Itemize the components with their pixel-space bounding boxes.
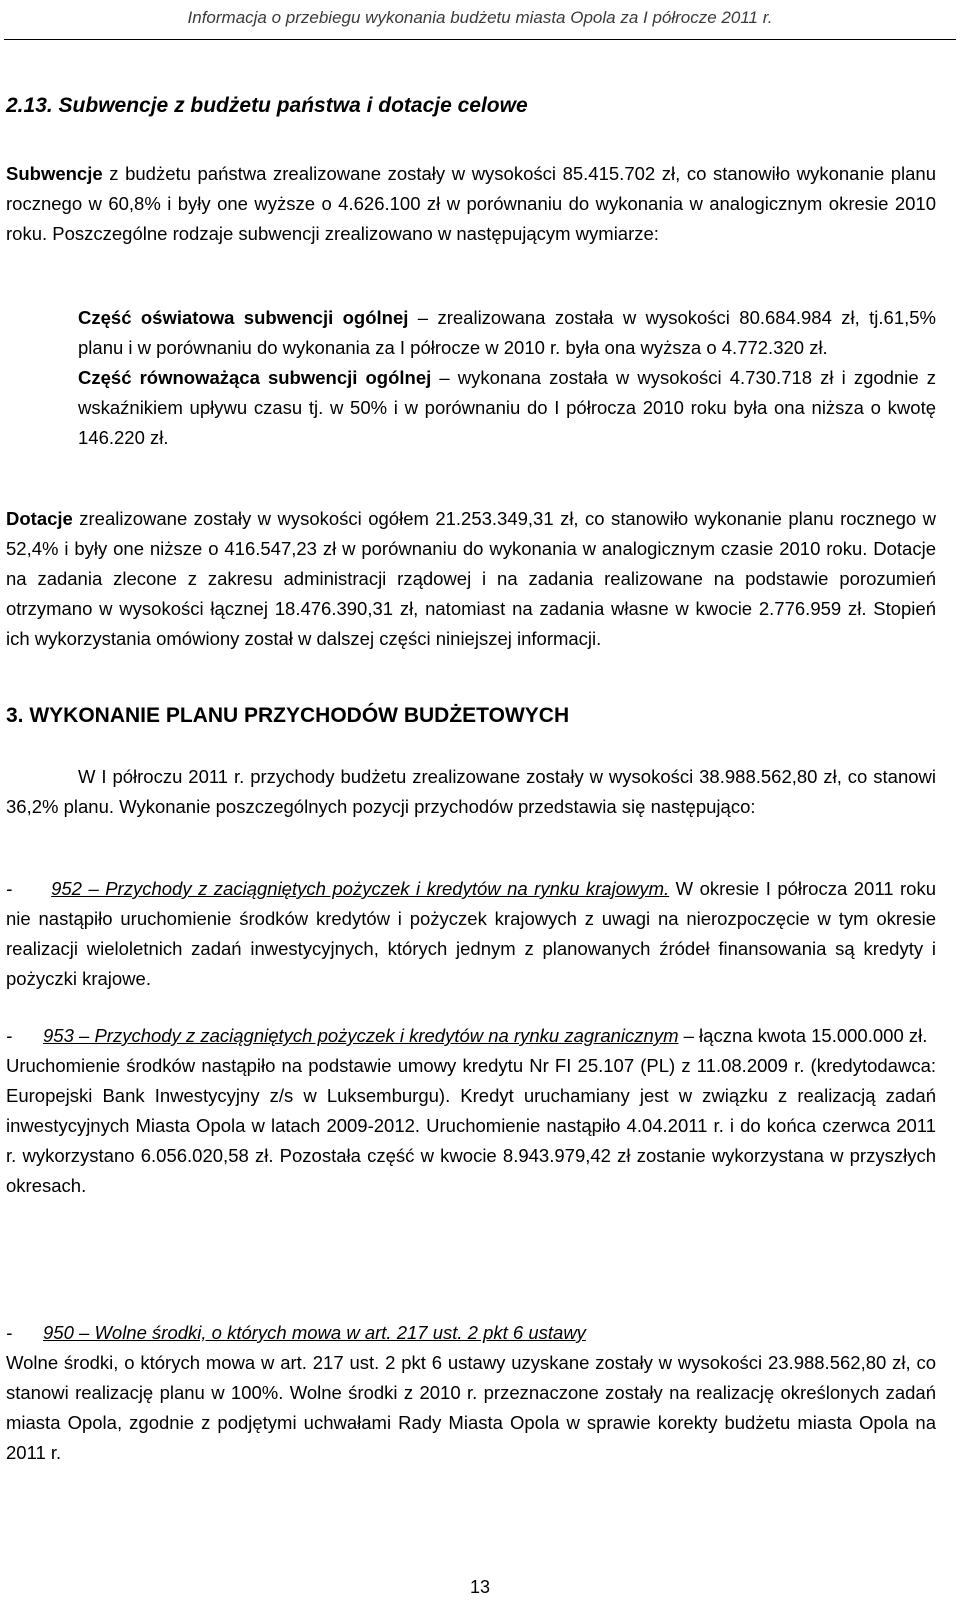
dash-bullet-950: - xyxy=(6,1322,13,1343)
item-953 xyxy=(6,1021,936,1201)
section-heading-2-13: 2.13. Subwencje z budżetu państwa i dotacje celowe xyxy=(6,94,528,117)
item-balancing-subsidy: Część równoważąca subwencji ogólnej – wykonana została w wysokości 4.730.718 zł i zgodnie z wskaźnikiem upływu czasu tj. w 50% i w porównaniu do I półrocza 2010 roku była ona niższa o kwotę 146.220 zł. xyxy=(78,367,936,448)
paragraph-953: - 953 – Przychody z zaciągniętych pożyczek i kredytów na rynku zagranicznym – łączna kwota 15.000.000 zł. xyxy=(6,1025,928,1046)
item-education-subsidy: Część oświatowa subwencji ogólnej – zrealizowana została w wysokości 80.684.984 zł, tj.61,5% planu i w porównaniu do wykonania za I półrocze w 2010 r. była ona wyższa o 4.772.320 zł. xyxy=(78,307,936,358)
term-dotacje: Dotacje xyxy=(6,508,73,529)
revenue-intro xyxy=(6,762,936,822)
item-952 xyxy=(6,874,936,994)
paragraph-953-details: Uruchomienie środków nastąpiło na podstawie umowy kredytu Nr FI 25.107 (PL) z 11.08.2009 r. (kredytodawca: Europejski Bank Inwestycyjny z/s w Luksemburgu). Kredyt uruchamiany jest w związku z realizacją zadań inwestycyjnych Miasta Opola w latach 2009-2012. Uruchomienie nastąpiło 4.04.2011 r. i do końca czerwca 2011 r. wykorzystano 6.056.020,58 zł. Pozostała część w kwocie 8.943.979,42 zł zostanie wykorzystana w przyszłych okresach. xyxy=(6,1055,936,1196)
dash-bullet-953: - xyxy=(6,1025,13,1046)
item-950 xyxy=(6,1318,936,1468)
paragraph-subwencje: Subwencje z budżetu państwa zrealizowane zostały w wysokości 85.415.702 zł, co stanowiło wykonanie planu rocznego w 60,8% i były one wyższe o 4.626.100 zł w porównaniu do wykonania w analogicznym okresie 2010 roku. Poszczególne rodzaje subwencji zrealizowano w następującym wymiarze: xyxy=(6,163,936,244)
heading-953: 953 – Przychody z zaciągniętych pożyczek i kredytów na rynku zagranicznym xyxy=(43,1025,679,1046)
paragraph-dotacje: Dotacje zrealizowane zostały w wysokości ogółem 21.253.349,31 zł, co stanowiło wykonanie planu rocznego w 52,4% i były one niższe o 416.547,23 zł w porównaniu do wykonania w analogicznym czasie 2010 roku. Dotacje na zadania zlecone z zakresu administracji rządowej i na zadania realizowane na podstawie porozumień otrzymano w wysokości łącznej 18.476.390,31 zł, natomiast na zadania własne w kwocie 2.776.959 zł. Stopień ich wykorzystania omówiony został w dalszej części niniejszej informacji. xyxy=(6,508,936,649)
header-divider xyxy=(4,39,956,40)
page-number: 13 xyxy=(469,1577,491,1597)
paragraph-950: Wolne środki, o których mowa w art. 217 ust. 2 pkt 6 ustawy uzyskane zostały w wysokości 23.988.562,80 zł, co stanowi realizację planu w 100%. Wolne środki z 2010 r. przeznaczone zostały na realizację określonych zadań miasta Opola, zgodnie z podjętymi uchwałami Rady Miasta Opola w sprawie korekty budżetu miasta Opola na 2011 r. xyxy=(6,1352,936,1463)
subsidies-paragraph xyxy=(6,159,936,249)
paragraph-revenue-intro: W I półroczu 2011 r. przychody budżetu zrealizowane zostały w wysokości 38.988.562,80 zł, co stanowi 36,2% planu. Wykonanie poszczególnych pozycji przychodów przedstawia się następująco: xyxy=(6,766,936,817)
term-subwencje: Subwencje xyxy=(6,163,103,184)
subsidy-items xyxy=(6,303,936,453)
dash-bullet-952: - xyxy=(6,878,13,899)
heading-line-950 xyxy=(6,1318,936,1348)
grants-paragraph xyxy=(6,504,936,654)
section-heading-3: 3. WYKONANIE PLANU PRZYCHODÓW BUDŻETOWYCH xyxy=(6,704,570,727)
term-education-subsidy: Część oświatowa subwencji ogólnej xyxy=(78,307,409,328)
running-header: Informacja o przebiegu wykonania budżetu miasta Opola za I półrocze 2011 r. xyxy=(187,8,773,27)
term-balancing-subsidy: Część równoważąca subwencji ogólnej xyxy=(78,367,432,388)
heading-950: 950 – Wolne środki, o których mowa w art. 217 ust. 2 pkt 6 ustawy xyxy=(43,1322,586,1343)
heading-952: 952 – Przychody z zaciągniętych pożyczek i kredytów na rynku krajowym. xyxy=(51,878,670,899)
paragraph-952: - 952 – Przychody z zaciągniętych pożyczek i kredytów na rynku krajowym. W okresie I półrocza 2011 roku nie nastąpiło uruchomienie środków kredytów i pożyczek krajowych z uwagi na nierozpoczęcie w tym okresie realizacji wieloletnich zadań inwestycyjnych, których jednym z planowanych źródeł finansowania są kredyty i pożyczki krajowe. xyxy=(6,878,937,989)
